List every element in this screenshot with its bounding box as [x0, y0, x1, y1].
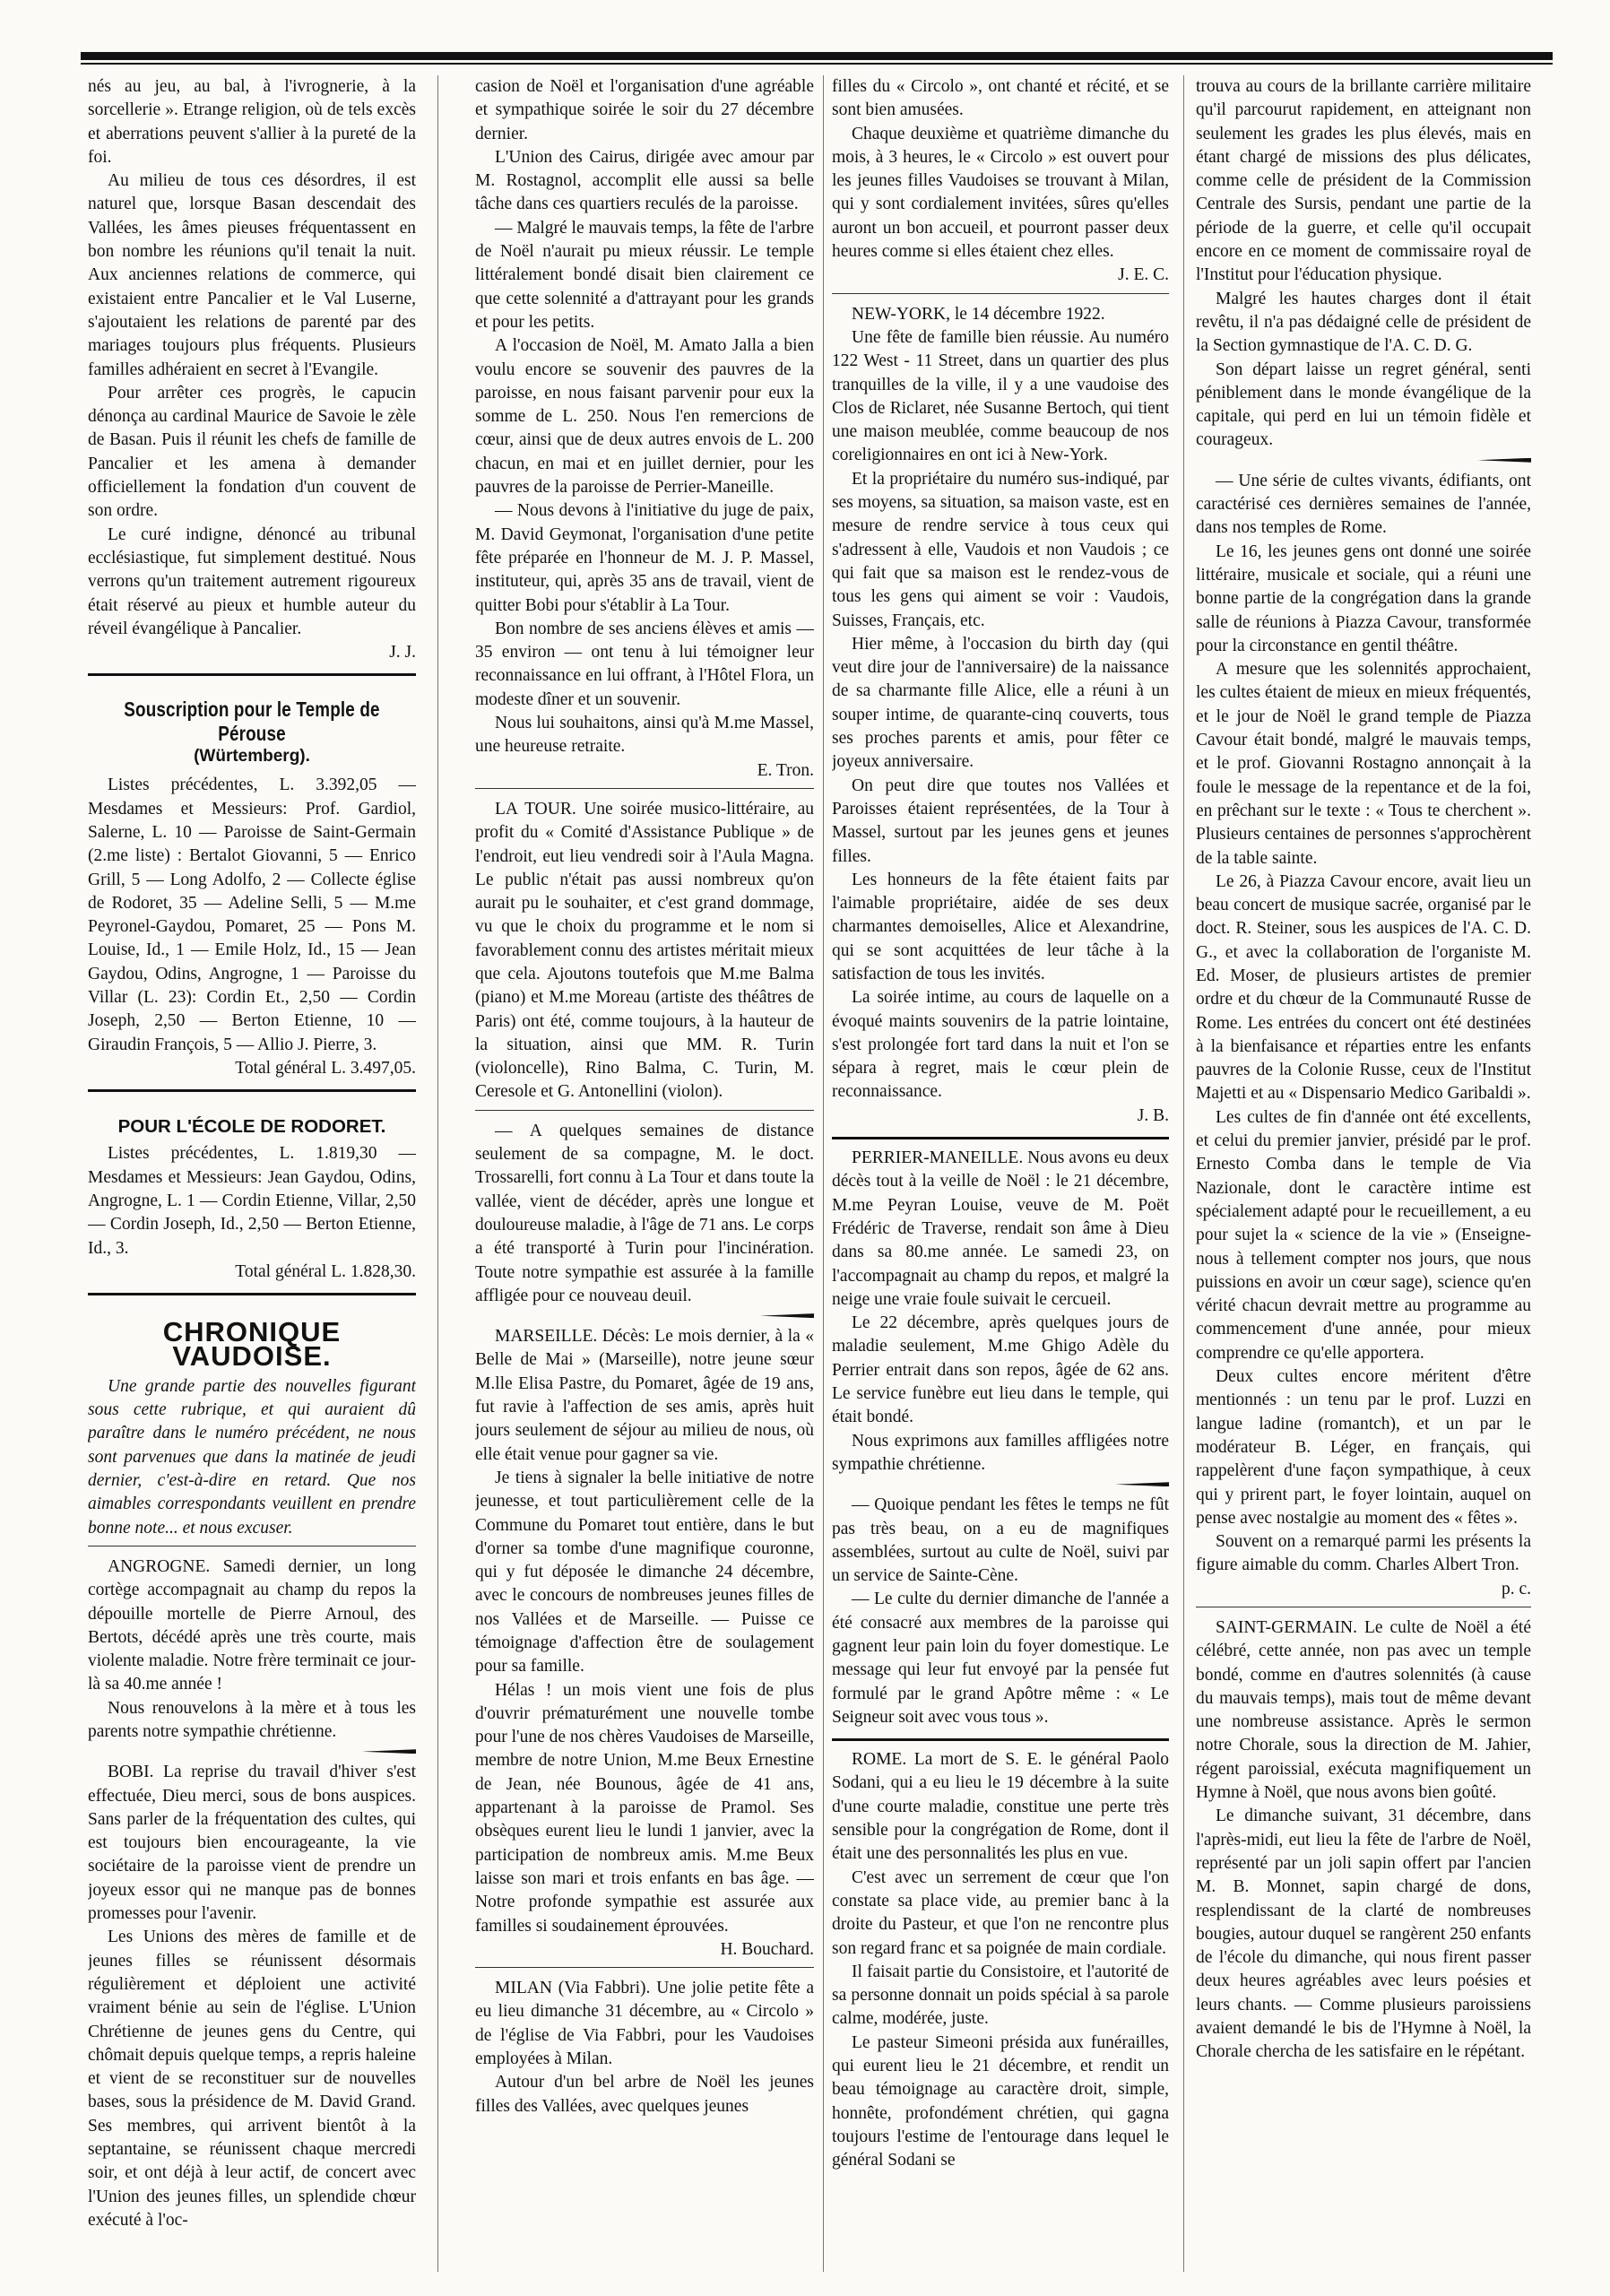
news-bobi: BOBI. La reprise du travail d'hiver s'est effectuée, Dieu merci, sous de bons auspices. Sans parler de la fréquentation des cultes, qui est toujours bien encourageante, la vie sociétaire de la paroisse vient de prendre un joyeux essor qui ne manque pas de bonnes promesses pour l'avenir.: [88, 1763, 416, 1924]
section-rule: [832, 1738, 1169, 1741]
signature: H. Bouchard.: [720, 1939, 814, 1959]
paragraph: — Une série de cultes vivants, édifiants, ont caractérisé ces dernières semaines de l'année, dans nos temples de Rome.: [1196, 471, 1531, 538]
news-angrogne: ANGROGNE. Samedi dernier, un long cortège accompagnait au champ du repos la dépouille mortelle de Pierre Arnoul, des Bertots, décédé après une très courte, mais violente maladie. Notre frère terminait ce jour-là sa 40.me année !: [88, 1556, 416, 1694]
paragraph: Le 16, les jeunes gens ont donné une soirée littéraire, musicale et sociale, qui a réuni une bonne partie de la congrégation dans la grande salle de réunions à Piazza Cavour, transformée pour la circonstance en gentil théâtre.: [1196, 542, 1531, 655]
separator: [1477, 458, 1531, 463]
chronicle-intro: Une grande partie des nouvelles figurant sous cette rubrique, et qui auraient dû paraître dans le numéro précédent, ne nous sont parvenues que dans la matinée de jeudi dernier, c'est-à-dire en retard. Que nos aimables correspondants veuillent en prendre bonne note... et nous excuser.: [88, 1376, 416, 1538]
paragraph: Le 26, à Piazza Cavour encore, avait lieu un beau concert de musique sacrée, organisé par le doct. R. Steiner, sous les auspices de l'A. C. D. G., et avec la collaboration de l'organiste M. Ed. Moser, de plusieurs artistes de premier ordre et du chœur de la Communauté Russe de Rome. Les entrées du concert ont été destinées à la bienfaisance et réparties entre les enfants pauvres de la Colonie Russe, ceux de l'Institut Majetti et au « Dispensario Medico Garibaldi ».: [1196, 871, 1531, 1104]
paragraph: La soirée intime, au cours de laquelle on a évoqué maints souvenirs de la patrie lointaine, s'est prolongée fort tard dans la nuit et l'on se sépara à regret, mais le cœur plein de reconnaissance.: [832, 988, 1169, 1102]
news-saint-germain: SAINT-GERMAIN. Le culte de Noël a été célébré, cette année, non pas avec un temple bondé, comme en d'autres solennités (à cause du mauvais temps), mais tout de même devant une nombreuse assistance. Après le sermon notre Chorale, sous la direction de M. Jahier, régent paroissial, exécuta magnifiquement un Hymne à Noël, que nous avons bien goûté.: [1196, 1618, 1531, 1803]
separator: [362, 1749, 416, 1754]
column-3: [832, 75, 1169, 2281]
section-rule: [475, 788, 814, 789]
paragraph: Les Unions des mères de famille et de jeunes filles se réunissent désormais régulièrement et déploient une activité vraiment bénie au sein de l'église. L'Union Chrétienne de jeunes gens du Centre, qui chômait depuis quelque temps, a repris haleine et vient de se reconstituer sur de nouvelles bases, sous la présidence de M. David Grand. Ses membres, qui arrivent bientôt à la septantaine, se réunissent chaque mercredi soir, et ont déjà à leur actif, de concert avec l'Union des jeunes filles, un splendide chœur exécuté à l'oc-: [88, 1928, 416, 2230]
paragraph: Hier même, à l'occasion du birth day (qui veut dire jour de l'anniversaire) de la naissance de sa charmante fille Alice, elle a réuni à un souper intime, de quarante-cinq couverts, tous ses proches parents et amis, pour fêter ce joyeux anniversaire.: [832, 634, 1169, 772]
paragraph: Nous lui souhaitons, ainsi qu'à M.me Massel, une heureuse retraite.: [475, 714, 814, 757]
column-divider: [1183, 75, 1184, 2272]
section-rule: [832, 1137, 1169, 1139]
paragraph: Une fête de famille bien réussie. Au numéro 122 West - 11 Street, dans un quartier des plus tranquilles de la ville, il y a une vaudoise des Clos de Riclaret, née Susanne Bertoch, qui tient une maison meublée, comme beaucoup de nos coreligionnaires en ont ici à New-York.: [832, 327, 1169, 465]
section-rule: [88, 673, 416, 676]
chronicle-title: CHRONIQUE VAUDOISE.: [162, 1316, 342, 1372]
signature: p. c.: [1501, 1579, 1531, 1599]
news-perrier-maneille: PERRIER-MANEILLE. Nous avons eu deux décès tout à la veille de Noël : le 21 décembre, M.me Peyran Louise, veuve de M. Poët Frédéric de Traverse, rendait son âme à Dieu dans sa 80.me année. Le samedi 23, on l'accompagnait au champ du repos, et malgré la neige une vraie foule suivait le cercueil.: [832, 1148, 1169, 1309]
top-rule-thin: [81, 63, 1553, 65]
subscription-title: Souscription pour le Temple de Pérouse: [124, 697, 380, 745]
paragraph: On peut dire que toutes nos Vallées et Paroisses étaient représentées, de la Tour à Massel, surtout par les jeunes gens et jeunes filles.: [832, 775, 1169, 866]
paragraph: Bon nombre de ses anciens élèves et amis — 35 environ — ont tenu à lui témoigner leur reconnaissance en lui offrant, à l'Hôtel Flora, un modeste dîner et un souvenir.: [475, 619, 814, 709]
paragraph: Hélas ! un mois vient une fois de plus d'ouvrir prématurément une nouvelle tombe pour l'une de nos chères Vaudoises de Marseille, membre de notre Union, M.me Beux Ernestine de Jean, née Bounous, âgée de 41 ans, appartenant à la paroisse de Pramol. Ses obsèques eurent lieu le lundi 1 janvier, avec la participation de nombreux amis. M.me Beux laisse son mari et trois enfants en bas âge. — Notre profonde sympathie est assurée aux familles si soudainement éprouvées.: [475, 1680, 814, 1936]
paragraph: Autour d'un bel arbre de Noël les jeunes filles des Vallées, avec quelques jeunes: [475, 2073, 814, 2116]
paragraph: Son départ laisse un regret général, senti péniblement dans le monde évangélique de la capitale, qui perd en lui un témoin fidèle et courageux.: [1196, 360, 1531, 450]
section-rule: [475, 1110, 814, 1111]
paragraph: — Malgré le mauvais temps, la fête de l'arbre de Noël n'aurait pu mieux réussir. Le temple littéralement bondé disait bien clairement ce que cette solennité a d'attrayant pour les grands et pour les petits.: [475, 218, 814, 332]
paragraph: Malgré les hautes charges dont il était revêtu, il n'a pas dédaigné celle de président de la Section gymnastique de l'A. C. D. G.: [1196, 289, 1531, 356]
separator: [1115, 1482, 1169, 1486]
rodoret-total: Total général L. 1.828,30.: [235, 1261, 416, 1281]
paragraph: — A quelques semaines de distance seulement de sa compagne, M. le doct. Trossarelli, fort connu à La Tour et dans toute la vallée, vient de décéder, après une longue et douloureuse maladie, à l'âge de 71 ans. Le corps a été transporté à Turin pour l'incinération. Toute notre sympathie est assurée à la famille affligée pour ce nouveau deuil.: [475, 1121, 814, 1305]
column-divider: [437, 75, 438, 2272]
paragraph: Les honneurs de la fête étaient faits par l'aimable propriétaire, aidée de ses deux charmantes demoiselles, Alice et Alexandrine, qui se sont acquittées de leur tâche à la satisfaction de tous les invités.: [832, 870, 1169, 983]
news-rome: ROME. La mort de S. E. le général Paolo Sodani, qui a eu lieu le 19 décembre à la suite d'une courte maladie, constitue une perte très sensible pour la congrégation de Rome, dont il était une des personnalités les plus en vue.: [832, 1750, 1169, 1864]
section-rule: [88, 1293, 416, 1295]
news-marseille: MARSEILLE. Décès: Le mois dernier, à la « Belle de Mai » (Marseille), notre jeune sœur M.lle Elisa Pastre, du Pomaret, âgée de 19 ans, fut ravie à l'affection de ses amis, après huit jours seulement de séjour au milieu de nous, où elle était venue pour gagner sa vie.: [475, 1327, 814, 1464]
signature: E. Tron.: [757, 760, 814, 780]
news-la-tour: LA TOUR. Une soirée musico-littéraire, au profit du « Comité d'Assistance Publique » de l'endroit, eut lieu vendredi soir à l'Aula Magna. Le public n'était pas aussi nombreux qu'on aurait pu le souhaiter, et c'est grand dommage, vu que le choix du programme et le nom si favorablement connu des artistes méritait mieux que cela. Ajoutons toutefois que M.me Balma (piano) et M.me Moreau (artiste des théâtres de Paris) ont été, comme toujours, à la hauteur de la situation, ainsi que MM. R. Turin (violoncelle), Rino Balma, C. Turin, M. Ceresole et G. Antonellini (violon).: [475, 799, 814, 1102]
paragraph: Souvent on a remarqué parmi les présents la figure aimable du comm. Charles Albert Tron.: [1196, 1532, 1531, 1575]
section-rule: [88, 1546, 416, 1547]
rodoret-list: Listes précédentes, L. 1.819,30 — Mesdames et Messieurs: Jean Gaydou, Odins, Angrogne, L. 1 — Cordin Etienne, Villar, 2,50 — Cordin Joseph, Id., 2,50 — Berton Etienne, Id., 3.: [88, 1144, 416, 1258]
paragraph: Au milieu de tous ces désordres, il est naturel que, lorsque Basan descendait des Vallées, les âmes pieuses fréquentassent en bon nombre les réunions qu'il tenait la nuit. Aux anciennes relations de commerce, qui existaient entre Pancalier et le Val Luserne, s'ajoutaient les relations de parenté par des mariages toujours plus fréquents. Plusieurs familles adhéraient en secret à l'Evangile.: [88, 171, 416, 379]
column-2: [475, 75, 814, 2281]
paragraph: Je tiens à signaler la belle initiative de notre jeunesse, et tout particulièrement celle de la Commune du Pomaret tout entière, dans le but d'orner sa tombe d'une magnifique couronne, qui y fut déposée le dimanche 24 décembre, avec le concours de nombreuses jeunes filles de nos Vallées et de Marseille. — Puisse ce témoignage d'affection être de soulagement pour sa famille.: [475, 1468, 814, 1677]
paragraph: L'Union des Cairus, dirigée avec amour par M. Rostagnol, accomplit elle aussi sa belle tâche dans ces quartiers reculés de la paroisse.: [475, 147, 814, 214]
paragraph: — Le culte du dernier dimanche de l'année a été consacré aux membres de la paroisse qui gagnent leur pain loin du foyer domestique. Le message qui leur fut envoyé par la pensée fut formulé par le grand Apôtre même : « Le Seigneur soit avec vous tous ».: [832, 1590, 1169, 1727]
paragraph: A l'occasion de Noël, M. Amato Jalla a bien voulu encore se souvenir des pauvres de la paroisse, en nous faisant parvenir pour eux la somme de L. 250. Nous l'en remercions de cœur, ainsi que de deux autres envois de L. 200 chacun, en mai et en juillet dernier, pour les pauvres de la paroisse de Perrier-Maneille.: [475, 336, 814, 498]
separator: [760, 1313, 814, 1318]
paragraph: Nous exprimons aux familles affligées notre sympathie chrétienne.: [832, 1431, 1169, 1474]
rodoret-title: POUR L'ÉCOLE DE RODORET.: [117, 1116, 386, 1138]
paragraph: — Nous devons à l'initiative du juge de paix, M. David Geymonat, l'organisation d'une petite fête préparée en l'honneur de M. J. P. Massel, instituteur, qui, après 35 ans de travail, vient de quitter Bobi pour s'établir à La Tour.: [475, 501, 814, 615]
paragraph: Pour arrêter ces progrès, le capucin dénonça au cardinal Maurice de Savoie le zèle de Basan. Puis il réunit les chefs de famille de Pancalier et les amena à demander officiellement la fondation d'un couvent de son ordre.: [88, 383, 416, 521]
paragraph: C'est avec un serrement de cœur que l'on constate sa place vide, au premier banc à la droite du Pasteur, et que l'on ne rencontre plus son regard franc et sa poignée de main cordiale.: [832, 1867, 1169, 1958]
paragraph: Le dimanche suivant, 31 décembre, dans l'après-midi, eut lieu la fête de l'arbre de Noël, représenté par un joli sapin offert par l'ancien M. B. Monnet, sapin chargé de dons, resplendissant de la clarté de nombreuses bougies, autour duquel se rangèrent 250 enfants de l'école du dimanche, qui nous firent passer deux heures agréables avec leurs poésies et leurs chants. — Comme plusieurs paroissiens avaient demandé le bis de l'Hymne à Noël, la Chorale chercha de les satisfaire en le répétant.: [1196, 1806, 1531, 2062]
paragraph: Il faisait partie du Consistoire, et l'autorité de sa personne donnait un poids spécial à sa parole calme, modérée, juste.: [832, 1962, 1169, 2029]
news-milan: MILAN (Via Fabbri). Une jolie petite fête a eu lieu dimanche 31 décembre, au « Circolo » de l'église de Via Fabbri, pour les Vaudoises employées à Milan.: [475, 1979, 814, 2069]
paragraph: Et la propriétaire du numéro sus-indiqué, par ses moyens, sa situation, sa maison vaste, est en mesure de rendre service à tous ceux qui s'adressent à elle, Vaudois et non Vaudois ; ce qui fait que sa maison est le rendez-vous de tous les gens qui aiment se voir : Vaudois, Suisses, Français, etc.: [832, 469, 1169, 630]
column-divider: [823, 75, 824, 2272]
paragraph: nés au jeu, au bal, à l'ivrognerie, à la sorcellerie ». Etrange religion, où de tels excès et aberrations peuvent s'allier à la pureté de la foi.: [88, 77, 416, 167]
section-rule: [88, 1089, 416, 1092]
paragraph: casion de Noël et l'organisation d'une agréable et sympathique soirée le soir du 27 décembre dernier.: [475, 77, 814, 143]
paragraph: trouva au cours de la brillante carrière militaire qu'il parcourut rapidement, en atteignant non seulement les grades les plus élevés, mais en étant chargé de missions des plus délicates, comme celle de président de la Commission Centrale des Sursis, pendant une partie de la période de la guerre, et celle qu'il occupait encore en ce moment de commissaire royal de l'Institut pour l'éducation physique.: [1196, 77, 1531, 285]
signature: J. B.: [1137, 1105, 1169, 1125]
subscription-list: Listes précédentes, L. 3.392,05 — Mesdames et Messieurs: Prof. Gardiol, Salerne, L. 10 — Paroisse de Saint-Germain (2.me liste) : Bertalot Giovanni, 5 — Enrico Grill, 5 — Long Adolfo, 2 — Collecte église de Rodoret, 35 — Adeline Selli, 5 — M.me Peyronel-Gaydou, Pomaret, 25 — Pons M. Louise, Id., 1 — Emile Holz, Id., 15 — Jean Gaydou, Odins, Angrogne, 1 — Paroisse du Villar (L. 23): Cordin Et., 2,50 — Cordin Joseph, 2,50 — Berton Etienne, 10 — Giraudin François, 5 — Allio J. Pierre, 3.: [88, 775, 416, 1054]
section-rule: [832, 293, 1169, 294]
paragraph: Chaque deuxième et quatrième dimanche du mois, à 3 heures, le « Circolo » est ouvert pour les jeunes filles Vaudoises se trouvant à Milan, qui y sont cordialement invitées, sûres qu'elles auront un bon accueil, et pourront passer deux heures comme si elles étaient chez elles.: [832, 124, 1169, 262]
paragraph: Le 22 décembre, après quelques jours de maladie seulement, M.me Ghigo Adèle du Perrier entrait dans son repos, âgée de 62 ans. Le service funèbre eut lieu dans le temple, qui était bondé.: [832, 1313, 1169, 1427]
paragraph: A mesure que les solennités approchaient, les cultes étaient de mieux en mieux fréquentés, et le jour de Noël le grand temple de Piazza Cavour était bondé, malgré le mauvais temps, et le prof. Giovanni Rostagno annonçait à la foule le message de la repentance et de la foi, en prêchant sur le texte : « Tous te cherchent ». Plusieurs centaines de personnes s'approchèrent de la table sainte.: [1196, 660, 1531, 868]
paragraph: Les cultes de fin d'année ont été excellents, et celui du premier janvier, présidé par le prof. Ernesto Comba dans le temple de Via Nazionale, dont le caractère intime est spécialement adapté pour le recueillement, a eu pour sujet la « science de la vie » (Enseigne-nous à tellement compter nos jours, que nous puissions en avoir un cœur sage), science qu'en vérité chacun devrait mettre au programme au commencement d'une année, pour mieux comprendre ce qu'elle apportera.: [1196, 1107, 1531, 1363]
paragraph: Le pasteur Simeoni présida aux funérailles, qui eurent lieu le 21 décembre, et rendit un beau témoignage au caractère droit, simple, honnête, profondément chrétien, qui gagna toujours l'estime de l'entourage dans lequel le général Sodani se: [832, 2032, 1169, 2170]
paragraph: — Quoique pendant les fêtes le temps ne fût pas très beau, on a eu de magnifiques assemblées, surtout au culte de Noël, suivi par un service de Sainte-Cène.: [832, 1495, 1169, 1586]
signature: J. J.: [389, 643, 416, 663]
paragraph: Le curé indigne, dénoncé au tribunal ecclésiastique, fut simplement destitué. Nous verrons qu'un traitement autrement rigoureux était réservé au pieux et humble auteur du réveil évangélique à Pancalier.: [88, 524, 416, 638]
news-new-york-heading: NEW-YORK, le 14 décembre 1922.: [852, 304, 1105, 324]
subscription-total: Total général L. 3.497,05.: [235, 1058, 416, 1078]
section-rule: [475, 1967, 814, 1968]
paragraph: filles du « Circolo », ont chanté et récité, et se sont bien amusées.: [832, 77, 1169, 120]
paragraph: Nous renouvelons à la mère et à tous les parents notre sympathie chrétienne.: [88, 1698, 416, 1741]
column-4: [1196, 75, 1531, 2281]
column-1: [88, 75, 416, 2281]
subscription-subtitle: (Würtemberg).: [194, 747, 310, 767]
top-rule: [81, 52, 1553, 60]
paragraph: Deux cultes encore méritent d'être mentionnés : un tenu par le prof. Luzzi en langue ladine (romantch), et un par le modérateur B. Léger, en français, qui rappelèrent d'une façon sympathique, à ceux qui y prirent part, le foyer lointain, auquel on pense avec nostalgie au moment des « fêtes ».: [1196, 1367, 1531, 1528]
signature: J. E. C.: [1118, 265, 1169, 285]
